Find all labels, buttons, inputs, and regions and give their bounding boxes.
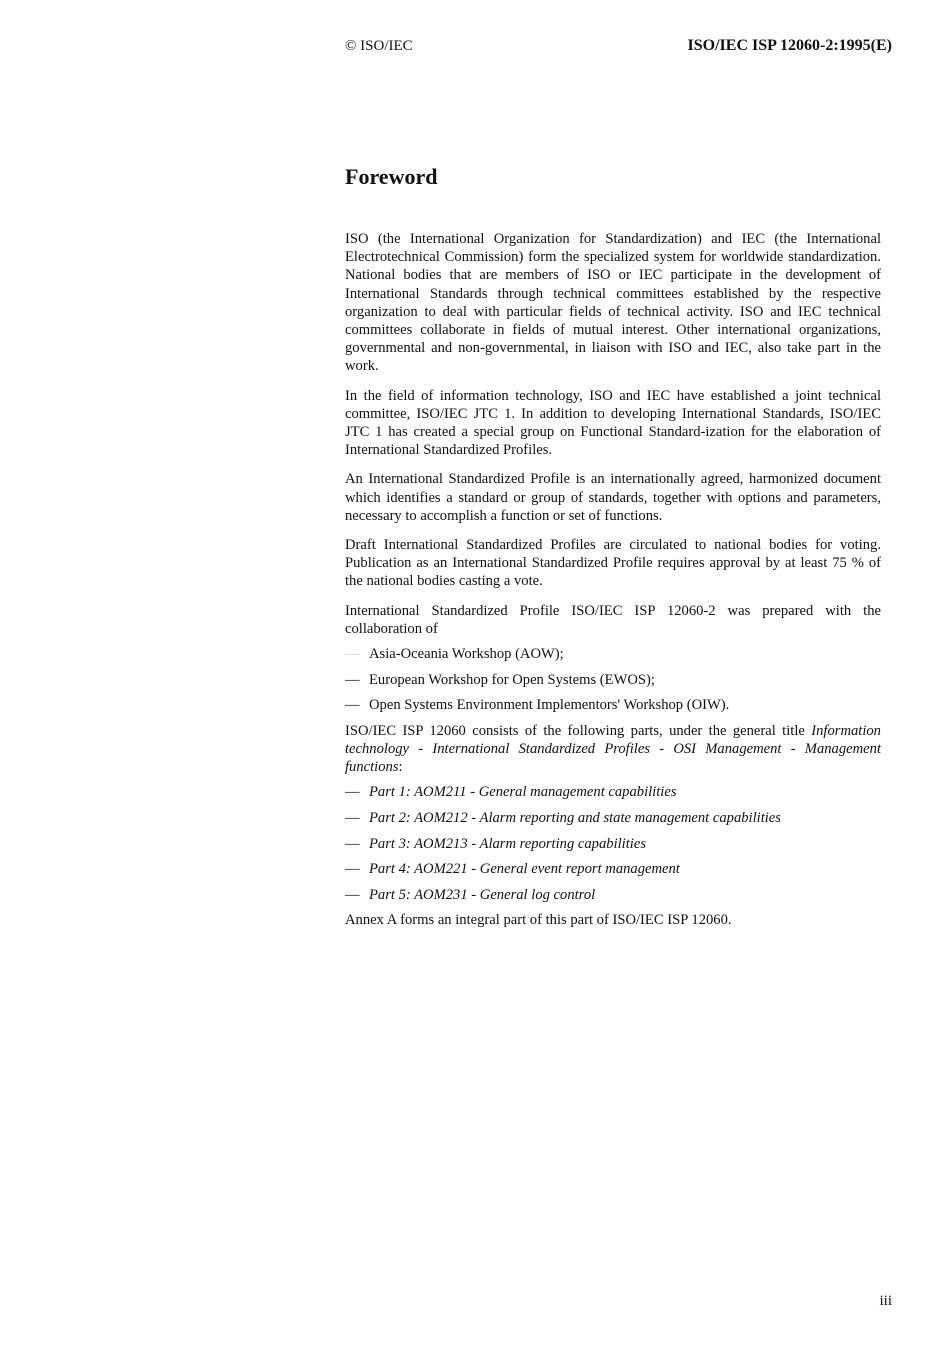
list-item [345, 645, 881, 663]
collaborator-oiw: Open Systems Environment Implementors' Workshop (OIW). [369, 697, 730, 714]
paragraph-parts-intro [345, 722, 881, 777]
dash-marker: — [345, 671, 360, 688]
foreword-body [345, 230, 881, 941]
collaborators-list [345, 645, 881, 714]
dash-marker: — [345, 810, 360, 827]
collaborator-ewos: European Workshop for Open Systems (EWOS); [369, 671, 655, 688]
dash-marker: — [345, 835, 360, 852]
part-4: Part 4: AOM221 - General event report management [369, 861, 680, 878]
part-5: Part 5: AOM231 - General log control [369, 886, 596, 903]
list-item [345, 886, 881, 904]
dash-marker: — [345, 784, 360, 801]
dash-marker: — [345, 646, 360, 663]
header-copyright: © ISO/IEC [345, 38, 413, 54]
list-item [345, 860, 881, 878]
parts-intro-lead: ISO/IEC ISP 12060 consists of the following parts, under the general title [345, 722, 805, 739]
part-3: Part 3: AOM213 - Alarm reporting capabilities [369, 835, 646, 852]
dash-marker: — [345, 861, 360, 878]
paragraph-isp-definition: An International Standardized Profile is an internationally agreed, harmonized document which identifies a standard or group of standards, together with options and parameters, necessary to accomplish a function or set of functions. [345, 471, 881, 524]
paragraph-collaboration: International Standardized Profile ISO/IEC ISP 12060-2 was prepared with the collaboration of [345, 602, 881, 637]
header-document-id: ISO/IEC ISP 12060-2:1995(E) [687, 37, 892, 54]
dash-marker: — [345, 697, 360, 714]
list-item [345, 783, 881, 801]
paragraph-voting: Draft International Standardized Profiles are circulated to national bodies for voting. Publication as an International Standardized Profile requires approval by at least 75 % of the national bodies casting a vote. [345, 537, 881, 590]
part-2: Part 2: AOM212 - Alarm reporting and state management capabilities [369, 810, 781, 827]
paragraph-jtc1: In the field of information technology, ISO and IEC have established a joint technical committee, ISO/IEC JTC 1. In addition to developing International Standards, ISO/IEC JTC 1 has created a special group on Functional Standard-ization for the elaboration of International Standardized Profiles. [345, 387, 881, 459]
paragraph-annex: Annex A forms an integral part of this part of ISO/IEC ISP 12060. [345, 912, 732, 929]
list-item [345, 809, 881, 827]
series-title: Information technology - International Standardized Profiles - OSI Management - Management functions [345, 722, 881, 776]
part-1: Part 1: AOM211 - General management capabilities [369, 784, 677, 801]
parts-list [345, 783, 881, 904]
collaborator-aow: Asia-Oceania Workshop (AOW); [369, 646, 564, 663]
list-item [345, 696, 881, 714]
list-item [345, 671, 881, 689]
parts-intro-colon: : [398, 759, 403, 776]
dash-marker: — [345, 886, 360, 903]
page-number: iii [879, 1293, 892, 1309]
list-item [345, 835, 881, 853]
paragraph-iso-iec-intro: ISO (the International Organization for Standardization) and IEC (the International Electrotechnical Commission) form the specialized system for worldwide standardization. National bodies that are members of ISO or IEC participate in the development of International Standards through technical committees established by the respective organization to deal with particular fields of technical activity. ISO and IEC technical committees collaborate in fields of mutual interest. Other international organizations, governmental and non-governmental, in liaison with ISO and IEC, also take part in the work. [345, 231, 881, 375]
page-title: Foreword [345, 164, 438, 189]
